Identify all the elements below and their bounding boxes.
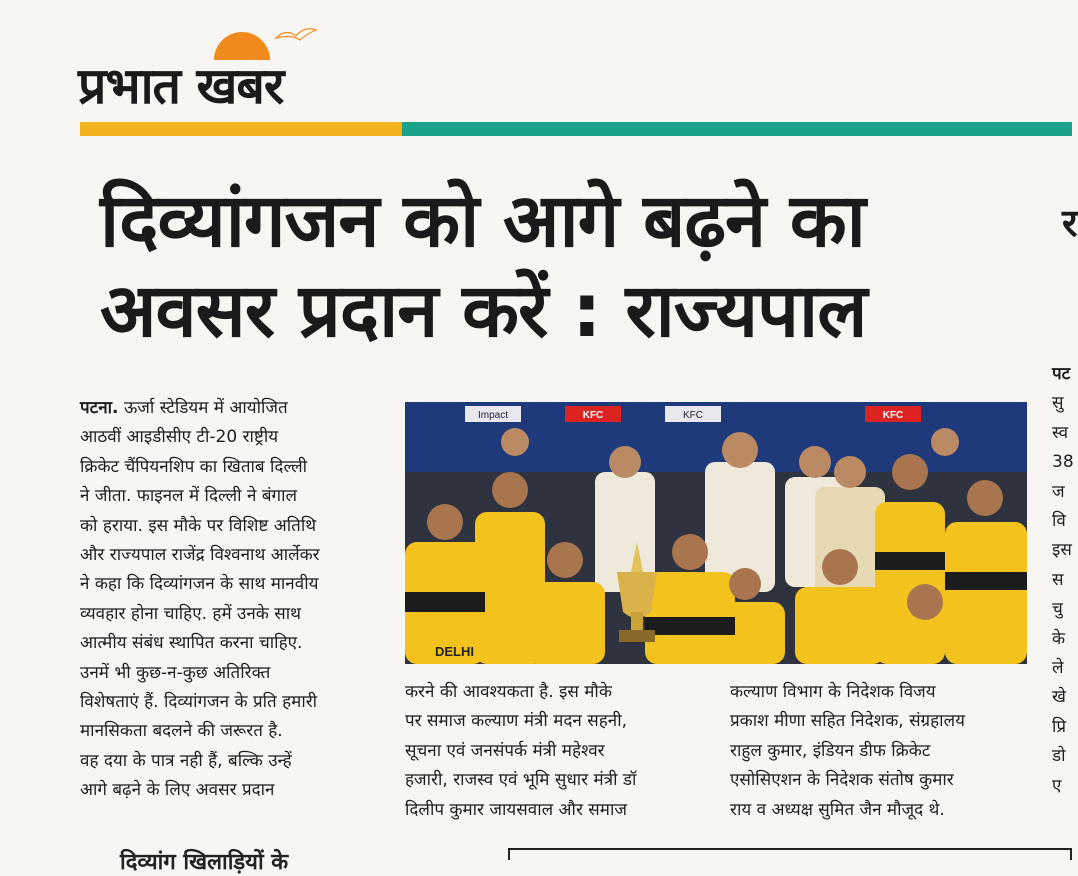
article-line: पटना. ऊर्जा स्टेडियम में आयोजित bbox=[80, 398, 288, 418]
brand-bar-yellow bbox=[80, 122, 402, 136]
article-dateline: पटना. bbox=[80, 398, 119, 418]
article-line: एसोसिएशन के निदेशक संतोष कुमार bbox=[730, 770, 954, 791]
brand-color-bar bbox=[80, 122, 1072, 136]
fragment-line: स bbox=[1052, 569, 1064, 590]
article-column-3 bbox=[730, 678, 1026, 825]
fragment-line: ले bbox=[1052, 658, 1064, 679]
fragment-line: ए bbox=[1052, 775, 1062, 796]
article-line: व्यवहार होना चाहिए. हमें उनके साथ bbox=[80, 603, 301, 624]
banner-text: KFC bbox=[582, 410, 604, 421]
article-line: आत्मीय संबंध स्थापित करना चाहिए. bbox=[80, 633, 303, 654]
article-line: विशेषताएं हैं. दिव्यांगजन के प्रति हमारी bbox=[80, 692, 318, 713]
article-line: हजारी, राजस्व एवं भूमि सुधार मंत्री डॉ bbox=[405, 770, 637, 791]
adjacent-headline-fragment: र bbox=[1062, 201, 1078, 245]
article-line: ने जीता. फाइनल में दिल्ली ने बंगाल bbox=[80, 486, 298, 507]
fragment-line: डो bbox=[1052, 746, 1066, 767]
news-photo bbox=[405, 402, 1027, 664]
banner-text: KFC bbox=[683, 410, 703, 421]
fragment-line: खे bbox=[1052, 687, 1066, 708]
fragment-line: चु bbox=[1052, 599, 1063, 620]
banner-text: KFC bbox=[882, 410, 904, 421]
article-line: और राज्यपाल राजेंद्र विश्वनाथ आर्लेकर bbox=[80, 545, 320, 566]
brand-bar-green bbox=[402, 122, 1072, 136]
article-line: सूचना एवं जनसंपर्क मंत्री महेश्वर bbox=[405, 740, 605, 761]
fragment-line: वि bbox=[1052, 511, 1066, 532]
headline bbox=[100, 176, 1040, 356]
article-line: राय व अध्यक्ष सुमित जैन मौजूद थे. bbox=[730, 799, 945, 820]
article-line: आठवीं आइडीसीए टी-20 राष्ट्रीय bbox=[80, 427, 279, 448]
article-line: उनमें भी कुछ-न-कुछ अतिरिक्त bbox=[80, 662, 271, 683]
fragment-line: स्व bbox=[1052, 422, 1069, 443]
article-line: मानसिकता बदलने की जरूरत है. bbox=[80, 721, 283, 742]
headline-line-1: दिव्यांगजन को आगे बढ़ने का bbox=[100, 178, 865, 264]
masthead-title: प्रभात खबर bbox=[78, 57, 284, 115]
fragment-line: पट bbox=[1052, 364, 1071, 384]
fragment-line: 38 bbox=[1052, 452, 1074, 473]
article-line: राहुल कुमार, इंडियन डीफ क्रिकेट bbox=[730, 740, 931, 761]
article-line: कल्याण विभाग के निदेशक विजय bbox=[730, 682, 936, 702]
article-line: पर समाज कल्याण मंत्री मदन सहनी, bbox=[405, 711, 628, 732]
fragment-line: इस bbox=[1052, 540, 1072, 561]
article-line: दिलीप कुमार जायसवाल और समाज bbox=[405, 799, 627, 820]
article-column-1 bbox=[80, 394, 376, 806]
fragment-line: के bbox=[1052, 628, 1066, 649]
article-line: वह दया के पात्र नही हैं, बल्कि उन्हें bbox=[80, 750, 292, 771]
article-line: ने कहा कि दिव्यांगजन के साथ मानवीय bbox=[80, 574, 319, 595]
article-column-2 bbox=[405, 678, 701, 825]
article-line: क्रिकेट चैंपियनशिप का खिताब दिल्ली bbox=[80, 456, 308, 477]
adjacent-article-fragment bbox=[1052, 360, 1072, 801]
team-photo-illustration bbox=[405, 402, 1027, 664]
jersey-text: DELHI bbox=[435, 644, 474, 659]
headline-line-2: अवसर प्रदान करें : राज्यपाल bbox=[100, 268, 867, 354]
next-article-box bbox=[508, 848, 1072, 860]
article-line: को हराया. इस मौके पर विशिष्ट अतिथि bbox=[80, 515, 317, 536]
fragment-line: प्रि bbox=[1052, 716, 1067, 737]
bird-logo-icon bbox=[274, 24, 318, 46]
masthead bbox=[78, 14, 438, 115]
next-headline-fragment: दिव्यांग खिलाड़ियों के bbox=[120, 850, 289, 875]
banner-text: Impact bbox=[477, 410, 509, 421]
fragment-line: ज bbox=[1052, 481, 1065, 502]
article-line: आगे बढ़ने के लिए अवसर प्रदान bbox=[80, 780, 275, 801]
fragment-line: सु bbox=[1052, 393, 1064, 414]
article-line: प्रकाश मीणा सहित निदेशक, संग्रहालय bbox=[730, 711, 965, 732]
article-line: करने की आवश्यकता है. इस मौके bbox=[405, 682, 612, 702]
